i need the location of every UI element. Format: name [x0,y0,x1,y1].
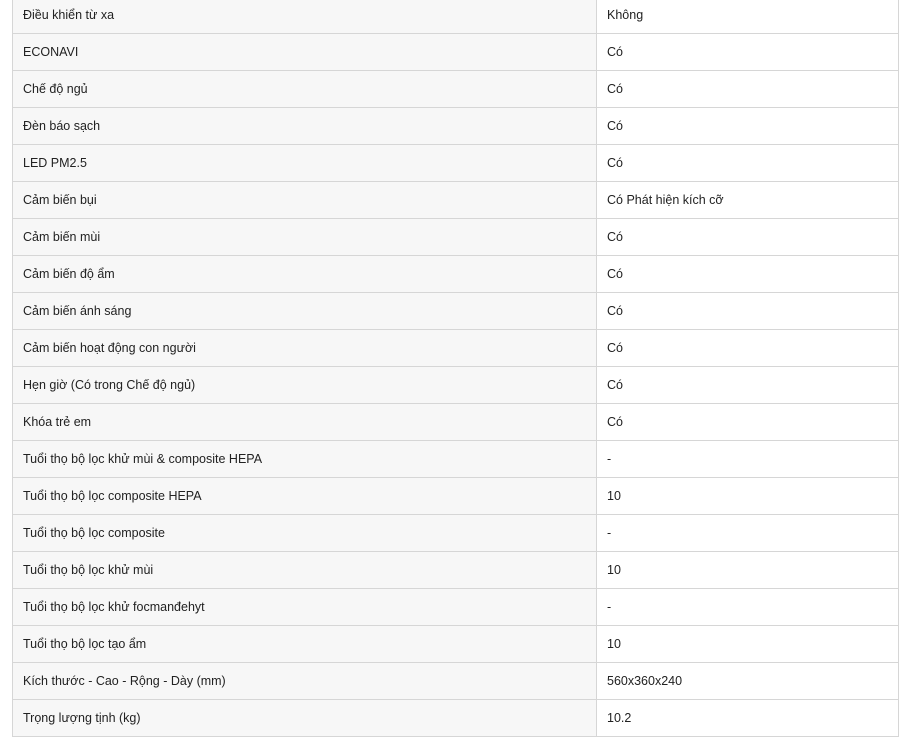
spec-label: LED PM2.5 [13,145,597,182]
spec-label: Tuổi thọ bộ lọc composite HEPA [13,478,597,515]
table-row [13,219,899,256]
spec-label: Tuổi thọ bộ lọc khử mùi & composite HEPA [13,441,597,478]
spec-value: Có [597,219,899,256]
spec-value: Có [597,71,899,108]
spec-label: Tuổi thọ bộ lọc tạo ẩm [13,626,597,663]
spec-table-body [13,0,899,737]
table-row [13,108,899,145]
table-row [13,441,899,478]
spec-value: - [597,441,899,478]
spec-label: Hẹn giờ (Có trong Chế độ ngủ) [13,367,597,404]
table-row [13,145,899,182]
spec-label: Cảm biến bụi [13,182,597,219]
spec-label: Cảm biến độ ẩm [13,256,597,293]
table-row [13,293,899,330]
table-row [13,515,899,552]
spec-label: Điều khiển từ xa [13,0,597,34]
spec-value: - [597,515,899,552]
table-row [13,256,899,293]
spec-label: Cảm biến ánh sáng [13,293,597,330]
table-row [13,626,899,663]
spec-label: Tuổi thọ bộ lọc khử mùi [13,552,597,589]
table-row [13,182,899,219]
table-row [13,589,899,626]
table-row [13,552,899,589]
spec-label: Cảm biến mùi [13,219,597,256]
spec-value: Có [597,293,899,330]
spec-label: Trọng lượng tịnh (kg) [13,700,597,737]
table-row [13,367,899,404]
spec-value: Có Phát hiện kích cỡ [597,182,899,219]
spec-label: Đèn báo sạch [13,108,597,145]
spec-label: Tuổi thọ bộ lọc composite [13,515,597,552]
spec-value: 10 [597,626,899,663]
table-row [13,478,899,515]
spec-value: Có [597,108,899,145]
table-row [13,71,899,108]
table-row [13,0,899,34]
spec-label: ECONAVI [13,34,597,71]
table-row [13,700,899,737]
table-row [13,404,899,441]
table-row [13,330,899,367]
spec-value: Có [597,367,899,404]
spec-value: 10 [597,552,899,589]
table-row [13,34,899,71]
spec-value: Không [597,0,899,34]
spec-label: Chế độ ngủ [13,71,597,108]
spec-label: Kích thước - Cao - Rộng - Dày (mm) [13,663,597,700]
spec-value: - [597,589,899,626]
spec-value: 10.2 [597,700,899,737]
spec-value: Có [597,145,899,182]
spec-label: Tuổi thọ bộ lọc khử focmanđehyt [13,589,597,626]
spec-label: Khóa trẻ em [13,404,597,441]
spec-table [12,0,899,737]
spec-value: 560x360x240 [597,663,899,700]
spec-value: Có [597,330,899,367]
spec-value: 10 [597,478,899,515]
spec-value: Có [597,34,899,71]
spec-label: Cảm biến hoạt động con người [13,330,597,367]
spec-value: Có [597,256,899,293]
table-row [13,663,899,700]
spec-value: Có [597,404,899,441]
